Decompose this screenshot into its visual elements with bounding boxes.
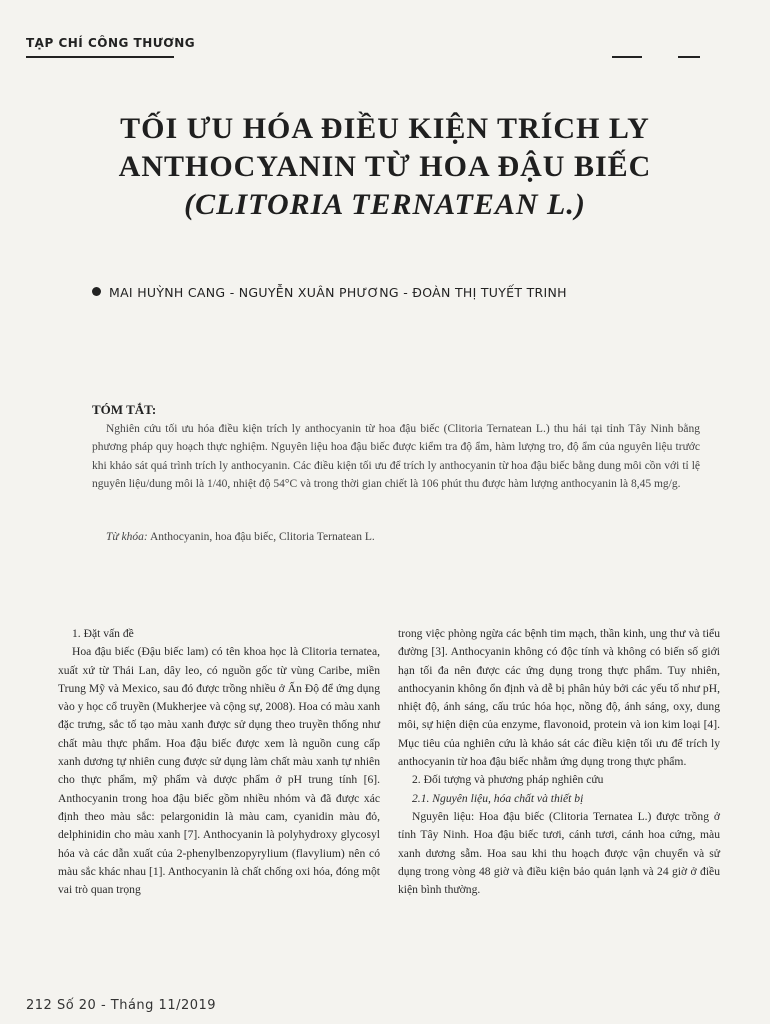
- paragraph-intro: Hoa đậu biếc (Đậu biếc lam) có tên khoa học là Clitoria ternatea, xuất xứ từ Thái Lan, dây leo, có nguồn gốc từ vùng Caribe, miền Trung Mỹ và Mexico, sau đó được trồng nhiều ở Ấn Độ để ứng dụng vào y học cổ truyền (Mukherjee và cộng sự, 2008). Hoa có màu xanh đặc trưng, sắc tố tạo màu xanh được sử dụng theo truyền thống như chất màu thực phẩm. Hoa đậu biếc được xem là nguồn cung cấp xanh dương tự nhiên cung được sử dụng làm chất màu xanh tự nhiên cho thực phẩm, mỹ phẩm và dược phẩm ở pH trung tính [6]. Anthocyanin trong hoa đậu biếc gồm nhiều nhóm và đã được xác định theo màu sắc: pelargonidin là màu cam, cyanidin màu đỏ, delphinidin cho màu xanh [7]. Anthocyanin là polyhydroxy glycosyl hóa và các dẫn xuất của 2-phenylbenzopyrylium (flavylium) nên có màu sắc khác nhau [1]. Anthocyanin là chất chống oxi hóa, đóng một vai trò quan trọng: [58, 645, 380, 897]
- header-rule-right: [678, 56, 700, 58]
- paragraph-materials: Nguyên liệu: Hoa đậu biếc (Clitoria Ternatea L.) được trồng ở tỉnh Tây Ninh. Hoa đậu biếc tươi, cánh tươi, cánh hoa cứng, màu xanh dương sẫm. Hoa sau khi thu hoạch được vận chuyển và sử dụng trong vòng 48 giờ và điều kiện bảo quản lạnh và 24 giờ ở điều kiện bình thường.: [398, 809, 720, 897]
- paragraph-continued: trong việc phòng ngừa các bệnh tim mạch, thần kinh, ung thư và tiểu đường [3]. Anthocyanin không có độc tính và không có biến số giới hạn tối đa nên được các ứng dụng trong thực phẩm. Tuy nhiên, anthocyanin không ổn định và dễ bị phân hủy bởi các yếu tố như pH, nhiệt độ, ánh sáng, cấu trúc hóa học, nồng độ, ánh sáng, oxy, dung môi, sự hiện diện của enzyme, flavonoid, protein và ion kim loại [4]. Mục tiêu của nghiên cứu là khảo sát các điều kiện tối ưu để trích ly anthocyanin từ hoa đậu biếc nhằm ứng dụng trong thực phẩm.: [398, 627, 720, 769]
- keywords-label: Từ khóa:: [106, 531, 148, 543]
- keywords-text: Anthocyanin, hoa đậu biếc, Clitoria Ternatean L.: [149, 531, 375, 543]
- column-right: [398, 625, 720, 899]
- abstract-body: Nghiên cứu tối ưu hóa điều kiện trích ly anthocyanin từ hoa đậu biếc (Clitoria Ternatean L.) thu hái tại tỉnh Tây Ninh bằng phương pháp quy hoạch thực nghiệm. Nguyên liệu hoa đậu biếc được kiểm tra độ ẩm, hàm lượng tro, độ ẩm của nguyên liệu trước khi khảo sát quá trình trích ly anthocyanin. Các điều kiện tối ưu để trích ly anthocyanin từ hoa đậu biếc bằng dung môi cồn với tỉ lệ nguyên liệu/dung môi là 1/40, nhiệt độ 54°C và trong thời gian chiết là 106 phút thu được hàm lượng anthocyanin là 8,45 mg/g.: [92, 423, 700, 491]
- title-line-2: ANTHOCYANIN TỪ HOA ĐẬU BIẾC: [118, 150, 652, 183]
- header-rule-left: [26, 56, 174, 58]
- section-heading-2: 2. Đối tượng và phương pháp nghiên cứu: [412, 773, 604, 787]
- bullet-icon: [92, 287, 101, 296]
- title-line-3: (CLITORIA TERNATEAN L.): [184, 188, 586, 221]
- page-footer: 212 Số 20 - Tháng 11/2019: [26, 998, 217, 1013]
- column-left: [58, 625, 380, 899]
- keywords: [92, 531, 700, 543]
- abstract-heading: TÓM TẮT:: [92, 402, 157, 417]
- journal-header: TẠP CHÍ CÔNG THƯƠNG: [26, 36, 196, 50]
- authors-text: MAI HUỲNH CANG - NGUYỄN XUÂN PHƯƠNG - ĐOÀN THỊ TUYẾT TRINH: [109, 285, 567, 300]
- title-line-1: TỐI ƯU HÓA ĐIỀU KIỆN TRÍCH LY: [120, 112, 650, 145]
- section-heading-1: 1. Đặt vấn đề: [72, 627, 134, 640]
- author-list: [92, 285, 567, 300]
- subsection-heading: 2.1. Nguyên liệu, hóa chất và thiết bị: [412, 791, 584, 805]
- header-rule-mid: [612, 56, 642, 58]
